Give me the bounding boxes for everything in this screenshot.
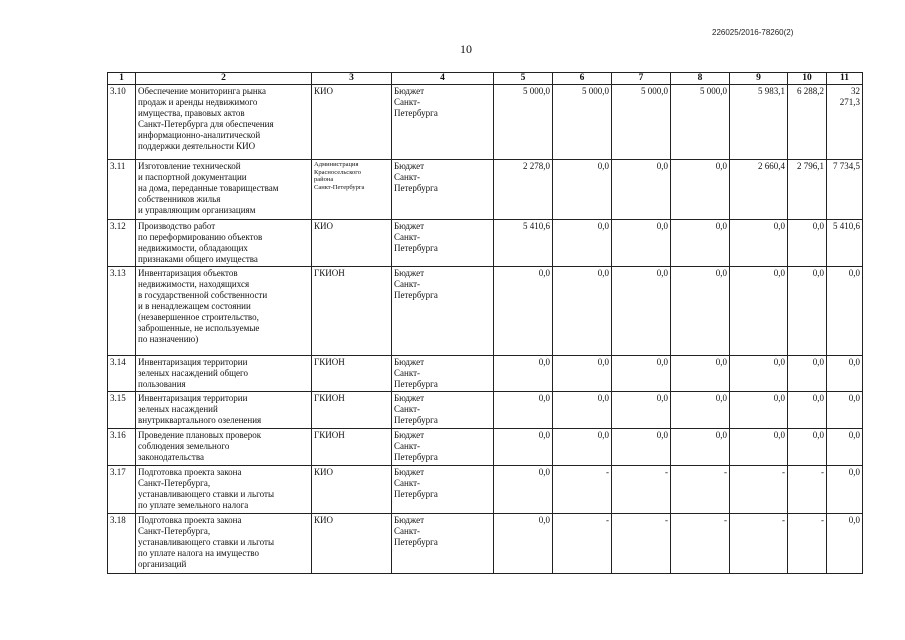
value-col-8: 0,0 — [671, 160, 730, 220]
value-col-6: 5 000,0 — [553, 85, 612, 160]
column-header-7: 7 — [612, 73, 671, 85]
measure-name: Инвентаризация территории зеленых насаждений внутриквартального озеленения — [136, 392, 312, 429]
value-col-7: 0,0 — [612, 220, 671, 267]
value-col-8: 0,0 — [671, 220, 730, 267]
value-col-7: 0,0 — [612, 392, 671, 429]
value-col-11: 0,0 — [827, 356, 863, 392]
value-col-5: 0,0 — [494, 356, 553, 392]
value-col-10: 2 796,1 — [788, 160, 827, 220]
measure-name: Инвентаризация территории зеленых насаждений общего пользования — [136, 356, 312, 392]
executor: ГКИОН — [312, 392, 392, 429]
document-number: 226025/2016-78260(2) — [712, 28, 794, 37]
executor: ГКИОН — [312, 429, 392, 466]
row-index: 3.15 — [108, 392, 136, 429]
row-index: 3.17 — [108, 466, 136, 514]
funding-source: Бюджет Санкт- Петербурга — [392, 466, 494, 514]
value-col-8: 0,0 — [671, 392, 730, 429]
measure-name: Изготовление технической и паспортной документации на дома, переданные товариществам собственников жилья и управляющим организациям — [136, 160, 312, 220]
value-col-10: - — [788, 514, 827, 574]
table-row — [108, 466, 863, 514]
row-index: 3.18 — [108, 514, 136, 574]
table-row — [108, 267, 863, 356]
column-header-5: 5 — [494, 73, 553, 85]
value-col-10: 0,0 — [788, 220, 827, 267]
value-col-10: 6 288,2 — [788, 85, 827, 160]
measure-name: Проведение плановых проверок соблюдения земельного законодательства — [136, 429, 312, 466]
value-col-8: 0,0 — [671, 267, 730, 356]
table-row — [108, 514, 863, 574]
value-col-5: 0,0 — [494, 267, 553, 356]
measure-name: Инвентаризация объектов недвижимости, находящихся в государственной собственности и в ненадлежащем состоянии (незавершенное строительство, заброшенные, не используемые по назначению) — [136, 267, 312, 356]
value-col-11: 0,0 — [827, 466, 863, 514]
column-header-1: 1 — [108, 73, 136, 85]
column-header-10: 10 — [788, 73, 827, 85]
value-col-11: 0,0 — [827, 429, 863, 466]
value-col-10: - — [788, 466, 827, 514]
column-header-9: 9 — [730, 73, 788, 85]
measure-name: Подготовка проекта закона Санкт-Петербурга, устанавливающего ставки и льготы по уплате налога на имущество организаций — [136, 514, 312, 574]
value-col-9: - — [730, 466, 788, 514]
budget-table — [107, 72, 863, 574]
value-col-6: 0,0 — [553, 267, 612, 356]
value-col-8: 0,0 — [671, 356, 730, 392]
value-col-5: 5 000,0 — [494, 85, 553, 160]
value-col-11: 0,0 — [827, 267, 863, 356]
funding-source: Бюджет Санкт- Петербурга — [392, 392, 494, 429]
value-col-5: 0,0 — [494, 514, 553, 574]
table-row — [108, 392, 863, 429]
value-col-7: 0,0 — [612, 160, 671, 220]
funding-source: Бюджет Санкт- Петербурга — [392, 85, 494, 160]
value-col-9: 2 660,4 — [730, 160, 788, 220]
value-col-8: - — [671, 466, 730, 514]
value-col-5: 0,0 — [494, 392, 553, 429]
value-col-5: 2 278,0 — [494, 160, 553, 220]
value-col-6: 0,0 — [553, 220, 612, 267]
funding-source: Бюджет Санкт- Петербурга — [392, 514, 494, 574]
funding-source: Бюджет Санкт- Петербурга — [392, 429, 494, 466]
value-col-9: 0,0 — [730, 356, 788, 392]
value-col-6: 0,0 — [553, 356, 612, 392]
executor: ГКИОН — [312, 356, 392, 392]
table-row — [108, 356, 863, 392]
value-col-6: 0,0 — [553, 429, 612, 466]
executor: Администрация Красносельского района Санкт-Петербурга — [312, 160, 392, 220]
value-col-7: 0,0 — [612, 356, 671, 392]
value-col-9: 0,0 — [730, 267, 788, 356]
funding-source: Бюджет Санкт- Петербурга — [392, 356, 494, 392]
value-col-9: 0,0 — [730, 429, 788, 466]
value-col-9: - — [730, 514, 788, 574]
value-col-7: - — [612, 514, 671, 574]
page-number: 10 — [460, 42, 472, 56]
header-row — [108, 73, 863, 85]
value-col-7: 5 000,0 — [612, 85, 671, 160]
value-col-9: 5 983,1 — [730, 85, 788, 160]
table-row — [108, 220, 863, 267]
row-index: 3.12 — [108, 220, 136, 267]
value-col-6: - — [553, 514, 612, 574]
value-col-7: 0,0 — [612, 267, 671, 356]
executor: ГКИОН — [312, 267, 392, 356]
measure-name: Обеспечение мониторинга рынка продаж и аренды недвижимого имущества, правовых актов Санкт-Петербурга для обеспечения информационно-аналитической поддержки деятельности КИО — [136, 85, 312, 160]
value-col-11: 7 734,5 — [827, 160, 863, 220]
value-col-6: 0,0 — [553, 392, 612, 429]
column-header-3: 3 — [312, 73, 392, 85]
column-header-8: 8 — [671, 73, 730, 85]
value-col-11: 0,0 — [827, 392, 863, 429]
funding-source: Бюджет Санкт- Петербурга — [392, 220, 494, 267]
value-col-10: 0,0 — [788, 267, 827, 356]
column-header-2: 2 — [136, 73, 312, 85]
value-col-5: 0,0 — [494, 429, 553, 466]
funding-source: Бюджет Санкт- Петербурга — [392, 160, 494, 220]
row-index: 3.11 — [108, 160, 136, 220]
value-col-11: 5 410,6 — [827, 220, 863, 267]
value-col-8: 0,0 — [671, 429, 730, 466]
value-col-10: 0,0 — [788, 429, 827, 466]
column-header-4: 4 — [392, 73, 494, 85]
value-col-5: 5 410,6 — [494, 220, 553, 267]
column-header-11: 11 — [827, 73, 863, 85]
value-col-9: 0,0 — [730, 392, 788, 429]
measure-name: Подготовка проекта закона Санкт-Петербурга, устанавливающего ставки и льготы по уплате земельного налога — [136, 466, 312, 514]
value-col-10: 0,0 — [788, 392, 827, 429]
value-col-7: - — [612, 466, 671, 514]
table-row — [108, 429, 863, 466]
measure-name: Производство работ по переформированию объектов недвижимости, обладающих признаками общего имущества — [136, 220, 312, 267]
row-index: 3.13 — [108, 267, 136, 356]
table-row — [108, 160, 863, 220]
executor: КИО — [312, 220, 392, 267]
value-col-10: 0,0 — [788, 356, 827, 392]
value-col-8: 5 000,0 — [671, 85, 730, 160]
executor: КИО — [312, 466, 392, 514]
column-header-6: 6 — [553, 73, 612, 85]
executor: КИО — [312, 85, 392, 160]
value-col-5: 0,0 — [494, 466, 553, 514]
funding-source: Бюджет Санкт- Петербурга — [392, 267, 494, 356]
row-index: 3.14 — [108, 356, 136, 392]
value-col-6: 0,0 — [553, 160, 612, 220]
value-col-7: 0,0 — [612, 429, 671, 466]
value-col-6: - — [553, 466, 612, 514]
value-col-9: 0,0 — [730, 220, 788, 267]
value-col-11: 32 271,3 — [827, 85, 863, 160]
executor: КИО — [312, 514, 392, 574]
table-row — [108, 85, 863, 160]
row-index: 3.10 — [108, 85, 136, 160]
row-index: 3.16 — [108, 429, 136, 466]
value-col-11: 0,0 — [827, 514, 863, 574]
value-col-8: - — [671, 514, 730, 574]
